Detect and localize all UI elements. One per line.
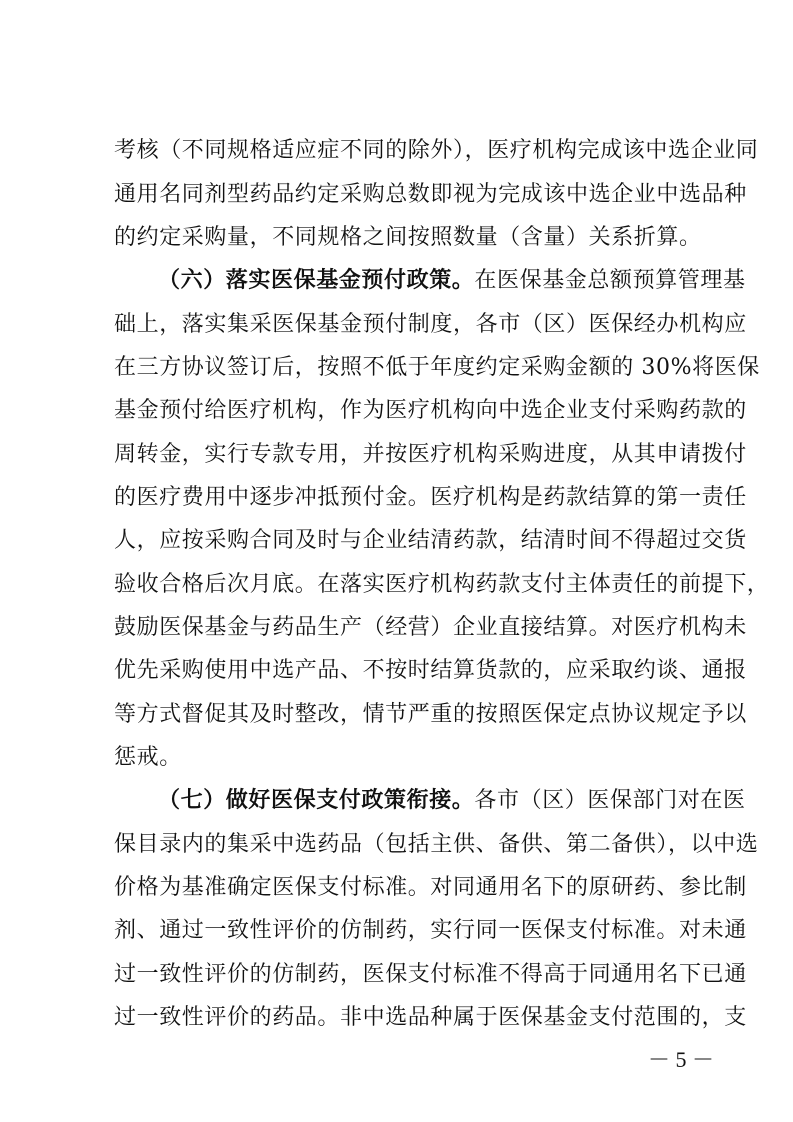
section-6-line: 的医疗费用中逐步冲抵预付金。医疗机构是药款结算的第一责任 <box>114 485 747 510</box>
paragraph-line: 考核（不同规格适应症不同的除外），医疗机构完成该中选企业同 <box>114 138 759 163</box>
section-6-line: 惩戒。 <box>114 745 182 770</box>
paragraph-line: 通用名同剂型药品约定采购总数即视为完成该中选企业中选品种 <box>114 182 747 207</box>
paragraph-line: 的约定采购量，不同规格之间按照数量（含量）关系折算。 <box>114 225 702 250</box>
section-6-line: 验收合格后次月底。在落实医疗机构药款支付主体责任的前提下， <box>114 572 770 597</box>
section-6-line: 鼓励医保基金与药品生产（经营）企业直接结算。对医疗机构未 <box>114 615 747 640</box>
section-6-line: 周转金，实行专款专用，并按医疗机构采购进度，从其申请拨付 <box>114 442 747 467</box>
section-6-line: 等方式督促其及时整改，情节严重的按照医保定点协议规定予以 <box>114 702 747 727</box>
section-6-line: 在三方协议签订后，按照不低于年度约定采购金额的 30%将医保 <box>114 355 760 380</box>
page-number: － 5 － <box>648 1047 715 1072</box>
section-7-first-line <box>158 786 746 816</box>
section-6-first-line-text: 在医保基金总额预算管理基 <box>474 268 746 293</box>
section-6-line: 优先采购使用中选产品、不按时结算货款的，应采取约谈、通报 <box>114 658 747 683</box>
section-6-heading: （六）落实医保基金预付政策。 <box>158 268 475 293</box>
section-7-first-line-text: 各市（区）医保部门对在医 <box>474 788 746 813</box>
section-7-line: 价格为基准确定医保支付标准。对同通用名下的原研药、参比制 <box>114 875 747 900</box>
section-7-line: 过一致性评价的药品。非中选品种属于医保基金支付范围的，支 <box>114 1005 747 1030</box>
section-7-line: 保目录内的集采中选药品（包括主供、备供、第二备供），以中选 <box>114 832 759 857</box>
section-6-line: 人，应按采购合同及时与企业结清药款，结清时间不得超过交货 <box>114 528 747 553</box>
section-6-line: 基金预付给医疗机构，作为医疗机构向中选企业支付采购药款的 <box>114 398 747 423</box>
section-6-first-line <box>158 266 746 296</box>
section-6-line: 础上，落实集采医保基金预付制度，各市（区）医保经办机构应 <box>114 312 747 337</box>
section-7-line: 过一致性评价的仿制药，医保支付标准不得高于同通用名下已通 <box>114 962 747 987</box>
section-7-line: 剂、通过一致性评价的仿制药，实行同一医保支付标准。对未通 <box>114 918 747 943</box>
section-7-heading: （七）做好医保支付政策衔接。 <box>158 788 475 813</box>
